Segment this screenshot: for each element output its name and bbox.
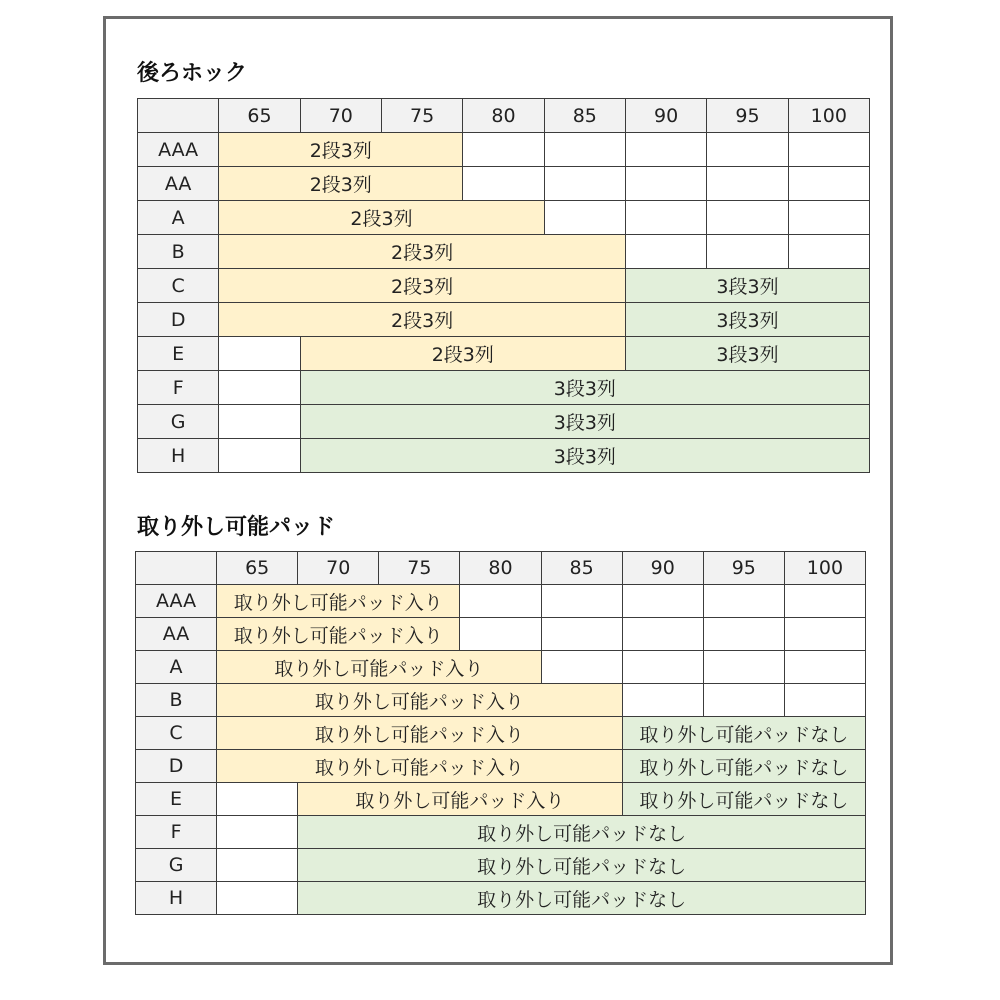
empty-cell bbox=[544, 167, 625, 201]
header-row bbox=[136, 552, 866, 585]
spec-cell: 3段3列 bbox=[625, 337, 869, 371]
band-size-header: 90 bbox=[622, 552, 703, 585]
corner-cell bbox=[138, 99, 219, 133]
cup-size-label: F bbox=[136, 816, 217, 849]
spec-cell: 取り外し可能パッドなし bbox=[622, 717, 865, 750]
corner-cell bbox=[136, 552, 217, 585]
spec-cell: 取り外し可能パッドなし bbox=[298, 882, 866, 915]
empty-cell bbox=[544, 201, 625, 235]
table-row bbox=[136, 717, 866, 750]
table-row bbox=[138, 405, 870, 439]
band-size-header: 70 bbox=[298, 552, 379, 585]
band-size-header: 65 bbox=[219, 99, 300, 133]
empty-cell bbox=[703, 618, 784, 651]
table-row bbox=[138, 133, 870, 167]
empty-cell bbox=[460, 618, 541, 651]
band-size-header: 95 bbox=[703, 552, 784, 585]
spec-cell: 取り外し可能パッド入り bbox=[217, 750, 623, 783]
cup-size-label: AAA bbox=[138, 133, 219, 167]
cup-size-label: D bbox=[138, 303, 219, 337]
pad-size-table bbox=[135, 551, 866, 915]
spec-cell: 取り外し可能パッドなし bbox=[298, 849, 866, 882]
spec-cell: 2段3列 bbox=[300, 337, 625, 371]
table-row bbox=[136, 816, 866, 849]
empty-cell bbox=[707, 167, 788, 201]
spec-cell: 2段3列 bbox=[219, 303, 626, 337]
empty-cell bbox=[707, 133, 788, 167]
empty-cell bbox=[622, 684, 703, 717]
table-row bbox=[136, 783, 866, 816]
spec-cell: 取り外し可能パッド入り bbox=[217, 651, 541, 684]
empty-cell bbox=[622, 585, 703, 618]
band-size-header: 80 bbox=[460, 552, 541, 585]
empty-cell bbox=[219, 371, 300, 405]
spec-cell: 3段3列 bbox=[300, 405, 869, 439]
empty-cell bbox=[217, 783, 298, 816]
empty-cell bbox=[219, 439, 300, 473]
band-size-header: 90 bbox=[625, 99, 706, 133]
empty-cell bbox=[541, 618, 622, 651]
empty-cell bbox=[541, 651, 622, 684]
hook-size-table bbox=[137, 98, 870, 473]
pad-section-title: 取り外し可能パッド bbox=[137, 515, 336, 540]
cup-size-label: C bbox=[138, 269, 219, 303]
band-size-header: 95 bbox=[707, 99, 788, 133]
empty-cell bbox=[625, 201, 706, 235]
spec-cell: 取り外し可能パッドなし bbox=[622, 750, 865, 783]
table-row bbox=[136, 618, 866, 651]
spec-cell: 3段3列 bbox=[300, 439, 869, 473]
empty-cell bbox=[544, 133, 625, 167]
spec-cell: 取り外し可能パッド入り bbox=[217, 684, 623, 717]
empty-cell bbox=[219, 337, 300, 371]
cup-size-label: C bbox=[136, 717, 217, 750]
cup-size-label: E bbox=[138, 337, 219, 371]
cup-size-label: A bbox=[138, 201, 219, 235]
empty-cell bbox=[219, 405, 300, 439]
cup-size-label: H bbox=[138, 439, 219, 473]
hook-section-title: 後ろホック bbox=[137, 61, 248, 86]
empty-cell bbox=[463, 167, 544, 201]
spec-cell: 3段3列 bbox=[300, 371, 869, 405]
empty-cell bbox=[707, 235, 788, 269]
empty-cell bbox=[622, 651, 703, 684]
cup-size-label: A bbox=[136, 651, 217, 684]
empty-cell bbox=[784, 585, 865, 618]
cup-size-label: B bbox=[136, 684, 217, 717]
table-row bbox=[138, 337, 870, 371]
table-row bbox=[136, 651, 866, 684]
spec-cell: 取り外し可能パッドなし bbox=[298, 816, 866, 849]
empty-cell bbox=[217, 882, 298, 915]
empty-cell bbox=[625, 235, 706, 269]
table-row bbox=[136, 750, 866, 783]
cup-size-label: D bbox=[136, 750, 217, 783]
empty-cell bbox=[217, 849, 298, 882]
empty-cell bbox=[784, 618, 865, 651]
cup-size-label: H bbox=[136, 882, 217, 915]
spec-cell: 取り外し可能パッド入り bbox=[298, 783, 622, 816]
spec-cell: 3段3列 bbox=[625, 303, 869, 337]
empty-cell bbox=[703, 585, 784, 618]
empty-cell bbox=[463, 133, 544, 167]
spec-cell: 2段3列 bbox=[219, 201, 544, 235]
cup-size-label: AA bbox=[136, 618, 217, 651]
table-row bbox=[138, 269, 870, 303]
band-size-header: 100 bbox=[788, 99, 869, 133]
spec-cell: 2段3列 bbox=[219, 133, 463, 167]
spec-cell: 2段3列 bbox=[219, 167, 463, 201]
empty-cell bbox=[622, 618, 703, 651]
empty-cell bbox=[541, 585, 622, 618]
empty-cell bbox=[707, 201, 788, 235]
band-size-header: 70 bbox=[300, 99, 381, 133]
table-row bbox=[138, 201, 870, 235]
empty-cell bbox=[217, 816, 298, 849]
empty-cell bbox=[784, 684, 865, 717]
table-row bbox=[136, 684, 866, 717]
spec-cell: 取り外し可能パッドなし bbox=[622, 783, 865, 816]
band-size-header: 100 bbox=[784, 552, 865, 585]
header-row bbox=[138, 99, 870, 133]
empty-cell bbox=[703, 651, 784, 684]
table-row bbox=[138, 167, 870, 201]
band-size-header: 75 bbox=[381, 99, 462, 133]
table-row bbox=[138, 235, 870, 269]
table-row bbox=[138, 371, 870, 405]
band-size-header: 85 bbox=[544, 99, 625, 133]
cup-size-label: F bbox=[138, 371, 219, 405]
spec-cell: 2段3列 bbox=[219, 235, 626, 269]
cup-size-label: G bbox=[136, 849, 217, 882]
table-row bbox=[136, 849, 866, 882]
empty-cell bbox=[703, 684, 784, 717]
empty-cell bbox=[788, 167, 869, 201]
band-size-header: 65 bbox=[217, 552, 298, 585]
cup-size-label: G bbox=[138, 405, 219, 439]
table-row bbox=[138, 303, 870, 337]
cup-size-label: E bbox=[136, 783, 217, 816]
table-row bbox=[136, 882, 866, 915]
empty-cell bbox=[625, 167, 706, 201]
spec-cell: 3段3列 bbox=[625, 269, 869, 303]
band-size-header: 75 bbox=[379, 552, 460, 585]
empty-cell bbox=[625, 133, 706, 167]
empty-cell bbox=[788, 235, 869, 269]
empty-cell bbox=[784, 651, 865, 684]
spec-cell: 取り外し可能パッド入り bbox=[217, 717, 623, 750]
band-size-header: 85 bbox=[541, 552, 622, 585]
band-size-header: 80 bbox=[463, 99, 544, 133]
spec-cell: 取り外し可能パッド入り bbox=[217, 585, 460, 618]
spec-cell: 2段3列 bbox=[219, 269, 626, 303]
cup-size-label: AA bbox=[138, 167, 219, 201]
empty-cell bbox=[460, 585, 541, 618]
empty-cell bbox=[788, 133, 869, 167]
table-row bbox=[138, 439, 870, 473]
cup-size-label: B bbox=[138, 235, 219, 269]
table-row bbox=[136, 585, 866, 618]
cup-size-label: AAA bbox=[136, 585, 217, 618]
empty-cell bbox=[788, 201, 869, 235]
spec-cell: 取り外し可能パッド入り bbox=[217, 618, 460, 651]
